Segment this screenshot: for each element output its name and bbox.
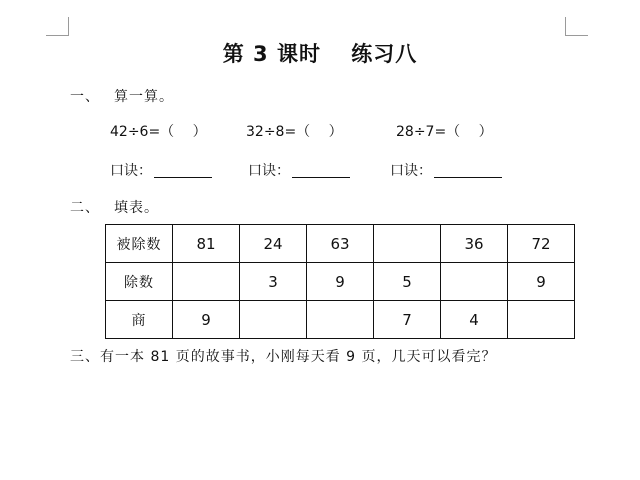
table-cell-blank[interactable]: [307, 301, 374, 339]
koujue-2-label: 口诀：: [248, 163, 290, 179]
koujue-3-label: 口诀：: [390, 163, 432, 179]
section-1-text: 算一算。: [114, 89, 174, 105]
page-title: 第 3 课时 练习八: [222, 42, 418, 66]
table-cell: 72: [508, 225, 575, 263]
expression-2: 32÷8=（ ）: [246, 124, 343, 140]
table-cell: 63: [307, 225, 374, 263]
section-3-question: 三、有一本 81 页的故事书，小刚每天看 9 页，几天可以看完？: [70, 349, 497, 365]
koujue-3-blank[interactable]: [434, 163, 502, 178]
table-cell: 9: [173, 301, 240, 339]
table-cell: 24: [240, 225, 307, 263]
row-header-quotient: 商: [106, 301, 173, 339]
expression-3: 28÷7=（ ）: [396, 124, 493, 140]
section-2-number: 二、: [70, 200, 100, 216]
table-cell: 9: [508, 263, 575, 301]
koujue-1-label: 口诀：: [110, 163, 152, 179]
koujue-3: [390, 160, 502, 180]
section-2-text: 填表。: [114, 200, 159, 216]
section-2-heading: [70, 197, 159, 217]
page-corner-mark-left: [46, 17, 69, 36]
section-1-heading: [70, 86, 174, 106]
table-cell: 36: [441, 225, 508, 263]
koujue-2-blank[interactable]: [292, 163, 350, 178]
table-cell-blank[interactable]: [240, 301, 307, 339]
table-cell: 3: [240, 263, 307, 301]
division-table: [105, 224, 575, 339]
table-cell-blank[interactable]: [441, 263, 508, 301]
table-cell: 81: [173, 225, 240, 263]
table-row-dividend: [106, 225, 575, 263]
page-corner-mark-right: [565, 17, 588, 36]
expression-1: 42÷6=（ ）: [110, 124, 207, 140]
table-cell: 4: [441, 301, 508, 339]
table-cell: 7: [374, 301, 441, 339]
koujue-1: [110, 160, 212, 180]
table-cell-blank[interactable]: [508, 301, 575, 339]
table-cell: 9: [307, 263, 374, 301]
table-row-divisor: [106, 263, 575, 301]
table-row-quotient: [106, 301, 575, 339]
koujue-2: [248, 160, 350, 180]
table-cell-blank[interactable]: [374, 225, 441, 263]
row-header-dividend: 被除数: [106, 225, 173, 263]
table-cell-blank[interactable]: [173, 263, 240, 301]
section-1-number: 一、: [70, 89, 100, 105]
row-header-divisor: 除数: [106, 263, 173, 301]
koujue-1-blank[interactable]: [154, 163, 212, 178]
table-cell: 5: [374, 263, 441, 301]
